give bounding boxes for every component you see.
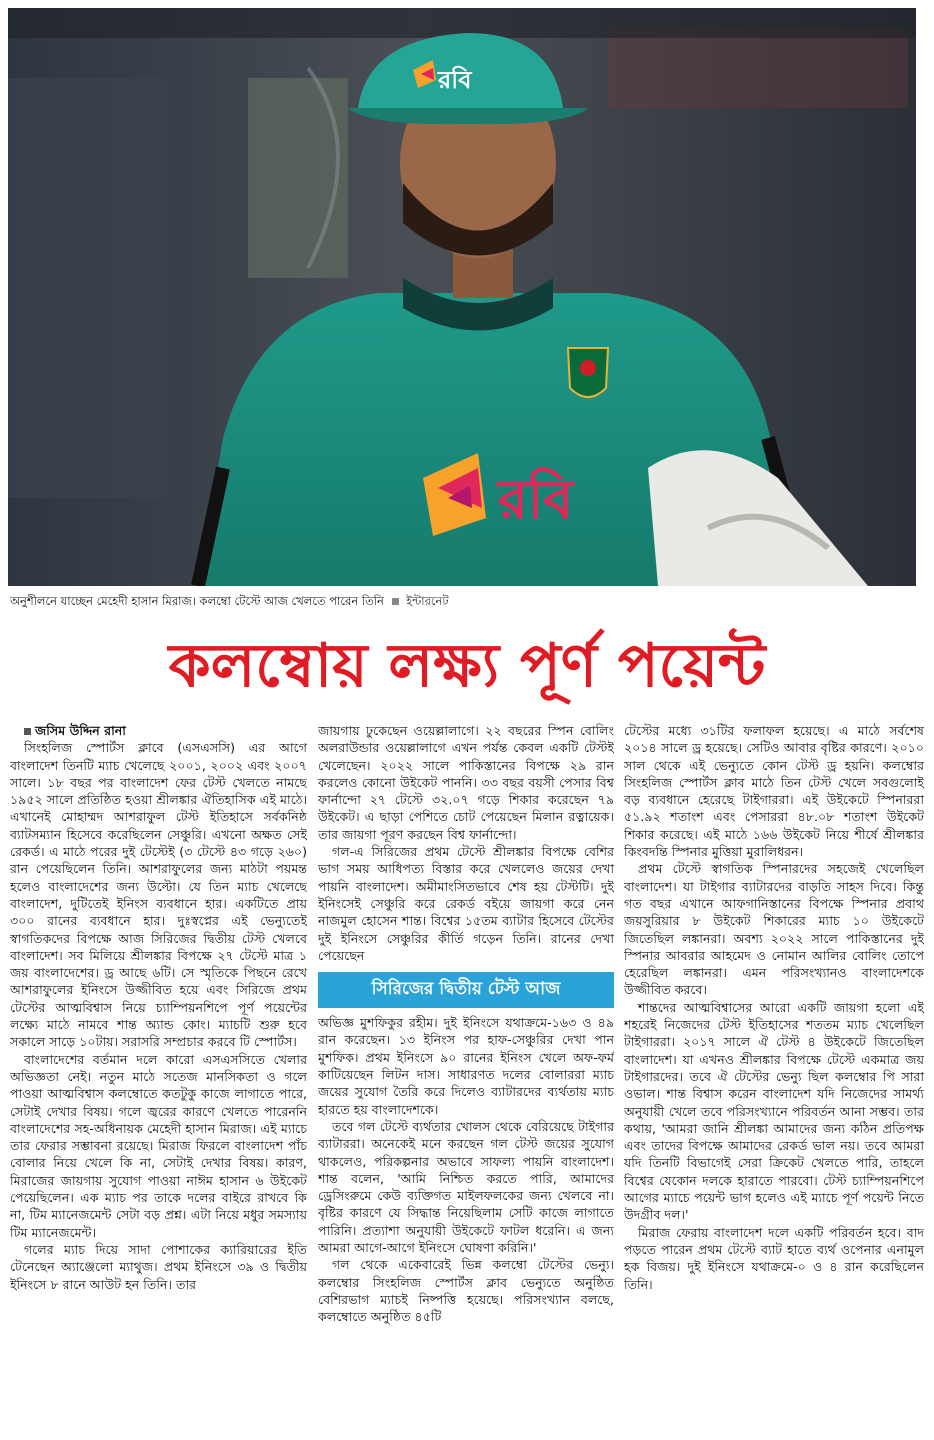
paragraph: গলের ম্যাচ দিয়ে সাদা পোশাকের ক্যারিয়ারের ইতি টেনেছেন অ্যাঞ্জেলো ম্যাথুজ। প্রথম ইনিংসে ৩৯ ও দ্বিতীয় ইনিংসে ৮ রানে আউট হন তিনি। তার	[10, 1241, 307, 1292]
shirt-logo-text: রবি	[498, 468, 574, 531]
paragraph: বাংলাদেশের বর্তমান দলে কারো এসএসসিতে খেলার অভিজ্ঞতা নেই। নতুন মাঠে সতেজ মানসিকতা ও গলে পাওয়া আত্মবিশ্বাস কলম্বোতে কতটুকু কাজে লাগাতে পারে, সেটাই দেখার বিষয়। গলে জ্বরের কারণে খেলতে পারেননি বাংলাদেশের সহ-অধিনায়ক মেহেদী হাসান মিরাজ। এই ম্যাচে তার ফেরার সম্ভাবনা রয়েছে। মিরাজ ফিরলে বাংলাদেশ পাঁচ বোলার নিয়ে খেলে কি না, সেটাই দেখার বিষয়। কারণ, মিরাজের জায়গায় সুযোগ পাওয়া নাঈম হাসান ৬ উইকেট পেয়েছিলেন। এক ম্যাচ পর তাকে দলের বাইরে রাখবে কি না, টিম ম্যানেজমেন্ট সেটা বড় প্রশ্ন। এটা নিয়ে মধুর সমস্যায় টিম ম্যানেজমেন্ট।	[10, 1051, 307, 1240]
photo-caption	[10, 592, 920, 610]
bullet-icon	[24, 728, 31, 735]
paragraph: শান্তদের আত্মবিশ্বাসের আরো একটি জায়গা হলো এই শহরেই নিজেদের টেস্ট ইতিহাসের শততম ম্যাচ খেলেছিল টাইগাররা। ২০১৭ সালে ঐ টেস্ট ৪ উইকেটে জিতেছিল বাংলাদেশ। যা এখনও শ্রীলঙ্কার বিপক্ষে টেস্টে একমাত্র জয় টাইগারদের। তবে ঐ টেস্টের ভেন্যু ছিল কলম্বোর পি সারা ওভাল। শান্ত বিশ্বাস করেন বাংলাদেশ যদি নিজেদের সামর্থ্য অনুযায়ী খেলে তবে পরিসংখ্যানে পরিবর্তন আনা সম্ভব। তার কথায়, 'আমরা জানি শ্রীলঙ্কা আমাদের জন্য কঠিন প্রতিপক্ষ এবং তাদের বিপক্ষে আমাদের রেকর্ড ভাল নয়। তবে আমরা যদি তিনটি বিভাগেই সেরা ক্রিকেট খেলতে পারি, তাহলে বিশ্বের যেকোন দলকে হারাতে পারবো। টেস্ট চ্যাম্পিয়নশিপে আগের ম্যাচে পয়েন্ট ভাগ হলেও এই ম্যাচে পূর্ণ পয়েন্ট নিতে উদগ্রীব দল।'	[624, 999, 924, 1223]
article-photo	[8, 8, 916, 586]
article-column-3	[624, 722, 924, 1434]
author-name: জসিম উদ্দিন রানা	[35, 723, 126, 738]
paragraph: তবে গল টেস্টে ব্যর্থতার খোলস থেকে বেরিয়েছে টাইগার ব্যাটাররা। অনেকেই মনে করছেন গল টেস্ট জয়ের সুযোগ থাকলেও, পরিকল্পনার অভাবে সাফল্য পায়নি বাংলাদেশ। শান্ত বলেন, 'আমি নিশ্চিত করতে পারি, আমাদের ড্রেসিংরুমে কেউ ব্যক্তিগত মাইলফলকের জন্য খেলবে না। বৃষ্টির কারণে যে সিদ্ধান্ত নিয়েছিলাম সেটি কাজে লাগাতে পারিনি। প্রত্যাশা অনুযায়ী উইকেটে ফাটল ধরেনি। এ জন্য আমরা আগে-আগে ইনিংসে ঘোষণা করিনি।'	[318, 1118, 614, 1256]
paragraph: প্রথম টেস্টে স্বাগতিক স্পিনারদের সহজেই খেলেছিল বাংলাদেশ। যা টাইগার ব্যাটারদের বাড়তি সাহস দিবে। কিন্তু গত বছর এখানে আফগানিস্তানের বিপক্ষে স্পিনার প্রবাথ জয়সুরিয়ার ৮ উইকেট শিকারের ম্যাচ ১০ উইকেটে জিতেছিল লঙ্কানরা। অবশ্য ২০২২ সালে পাকিস্তানের দুই স্পিনার আবরার আহমেদ ও নোমান আলির বোলিং তোপে হেরেছিল লঙ্কানরা। এমন পরিসংখ্যানও বাংলাদেশকে উজ্জীবিত করবে।	[624, 861, 924, 998]
square-separator-icon	[392, 598, 399, 605]
article-column-2	[318, 722, 614, 1434]
paragraph: অভিজ্ঞ মুশফিকুর রহীম। দুই ইনিংসে যথাক্রমে-১৬৩ ও ৪৯ রান করেছেন। ১৩ ইনিংস পর হাফ-সেঞ্চুরির দেখা পান মুশফিক। প্রথম ইনিংসে ৯০ রানের ইনিংস খেলে অফ-ফর্ম কাটিয়েছেন লিটন দাস। সাধারণত দলের বোলাররা ম্যাচ জয়ের সুযোগ তৈরি করে দিলেও ব্যাটারদের ব্যর্থতায় ম্যাচ হারতে হয় বাংলাদেশকে।	[318, 1015, 614, 1117]
caption-text: অনুশীলনে যাচ্ছেন মেহেদী হাসান মিরাজ। কলম্বো টেস্টে আজ খেলতে পারেন তিনি	[10, 594, 384, 608]
byline	[10, 722, 307, 739]
paragraph: জায়গায় ঢুকেছেন ওয়েল্লালাগে। ২২ বছরের স্পিন বোলিং অলরাউন্ডার ওয়েল্লালাগে এখন পর্যন্ত কেবল একটি টেস্টই খেলেছেন। ২০২২ সালে পাকিস্তানের বিপক্ষে ২৯ রান করলেও কোনো উইকেট পাননি। ৩৩ বছর বয়সী পেসার বিশ্ব ফার্নান্দো ২৭ টেস্টে ৩২.০৭ গড়ে শিকার করেছেন ৭৯ উইকেট। এ ছাড়া পেশিতে চোট পেয়েছেন মিলান রত্নায়েক। তার জায়গা পূরণ করছেন বিশ্ব ফার্নান্দো।	[318, 723, 614, 842]
paragraph: গল-এ সিরিজের প্রথম টেস্টে শ্রীলঙ্কার বিপক্ষে বেশির ভাগ সময় আধিপত্য বিস্তার করে খেললেও জয়ের দেখা পায়নি বাংলাদেশ। অমীমাংসিতভাবে শেষ হয় টেস্টটি। দুই ইনিংসেই সেঞ্চুরি করে রেকর্ড বইয়ে জায়গা করে নেন নাজমুল হোসেন শান্ত। বিশ্বের ১৫তম ব্যাটার হিসেবে টেস্টের দুই ইনিংসে সেঞ্চুরির কীর্তি গড়েন তিনি। রানের দেখা পেয়েছেন	[318, 844, 614, 963]
paragraph: গল থেকে একেবারেই ভিন্ন কলম্বো টেস্টের ভেন্যু। কলম্বোর সিংহলিজ স্পোর্টস ক্লাব ভেন্যুতে অনুষ্ঠিত বেশিরভাগ ম্যাচই নিষ্পত্তি হয়েছে। পরিসংখ্যান বলছে, কলম্বোতে অনুষ্ঠিত ৪৫টি	[318, 1257, 614, 1325]
subheading: সিরিজের দ্বিতীয় টেস্ট আজ	[318, 972, 614, 1008]
paragraph: টেস্টের মধ্যে ৩১টির ফলাফল হয়েছে। এ মাঠে সর্বশেষ ২০১৪ সালে ড্র হয়েছে। সেটিও আবার বৃষ্টির কারণে। ২০১০ সাল থেকে এই ভেন্যুতে কোন টেস্ট ড্র হয়নি। কলম্বোর সিংহলিজ স্পোর্টস ক্লাব মাঠে তিন টেস্ট খেলে সবগুলোই বড় ব্যবধানে হেরেছে টাইগাররা। এই উইকেটে স্পিনাররা ৫১.৯২ শতাংশ এবং পেসাররা ৪৮.০৮ শতাংশ উইকেট শিকার করেছে। এই মাঠে ১৬৬ উইকেট নিয়ে শীর্ষে শ্রীলঙ্কার কিংবদন্তি স্পিনার মুত্তিয়া মুরালিধরন।	[624, 723, 924, 860]
player-photo-illustration	[8, 8, 916, 586]
bangladesh-crest-icon	[568, 348, 608, 397]
paragraph: সিংহলিজ স্পোর্টস ক্লাবে (এসএসসি) এর আগে বাংলাদেশ তিনটি ম্যাচ খেলেছে ২০০১, ২০০২ এবং ২০০৭ সালে। ১৮ বছর পর বাংলাদেশ ফের টেস্ট খেলতে নামছে ১৯৫২ সালে প্রতিষ্ঠিত হওয়া শ্রীলঙ্কার ঐতিহাসিক এই মাঠে। এখানেই মোহাম্মদ আশরাফুল টেস্ট ইতিহাসে সর্বকনিষ্ঠ ব্যাটসম্যান হিসেবে করেছিলেন সেঞ্চুরি। এখনো অক্ষত সেই রেকর্ড। এ মাঠে পরের দুই টেস্টেই (৩ টেস্টে ৪৩ গড়ে ২৬০) রান পেয়েছিলেন তিনি। আশরাফুলের জন্য মাঠটা পয়মন্ত হলেও বাংলাদেশের জন্য উল্টো। যে তিন ম্যাচ খেলেছে বাংলাদেশ, দুটিতেই ইনিংস ব্যবধানে হার। একটিতে প্রায় ৩০০ রানের ব্যবধানে হার। দুঃস্বপ্নের এই ভেন্যুতেই স্বাগতিকদের বিপক্ষে আজ সিরিজের দ্বিতীয় টেস্ট খেলবে বাংলাদেশ। সব মিলিয়ে শ্রীলঙ্কার বিপক্ষে ২৭ টেস্টে মাত্র ১ জয় বাংলাদেশের। ড্র আছে ৬টি। সে স্মৃতিকে পিছনে রেখে আশরাফুলের ইনিংসে উজ্জীবিত হয়ে এবং সিরিজে প্রথম টেস্টের আত্মবিশ্বাস নিয়ে চ্যাম্পিয়নশিপে পূর্ণ পয়েন্টের লক্ষ্যে মাঠে নামবে শান্ত অ্যান্ড কোং। ম্যাচটি শুরু হবে সকালে সাড়ে ১০টায়। সরাসরি সম্প্রচার করবে টি স্পোর্টস।	[10, 740, 307, 1050]
cap-logo-text: রবি	[438, 66, 472, 94]
photo-credit: ইন্টারনেট	[406, 594, 449, 608]
paragraph: মিরাজ ফেরায় বাংলাদেশ দলে একটি পরিবর্তন হবে। বাদ পড়তে পারেন প্রথম টেস্টে ব্যাট হাতে ব্যর্থ ওপেনার এনামুল হক বিজয়। দুই ইনিংসে যথাক্রমে-০ ও ৪ রান করেছিলেন তিনি।	[624, 1224, 924, 1292]
headline: কলম্বোয় লক্ষ্য পূর্ণ পয়েন্ট	[168, 631, 766, 701]
article-column-1	[10, 722, 307, 1434]
